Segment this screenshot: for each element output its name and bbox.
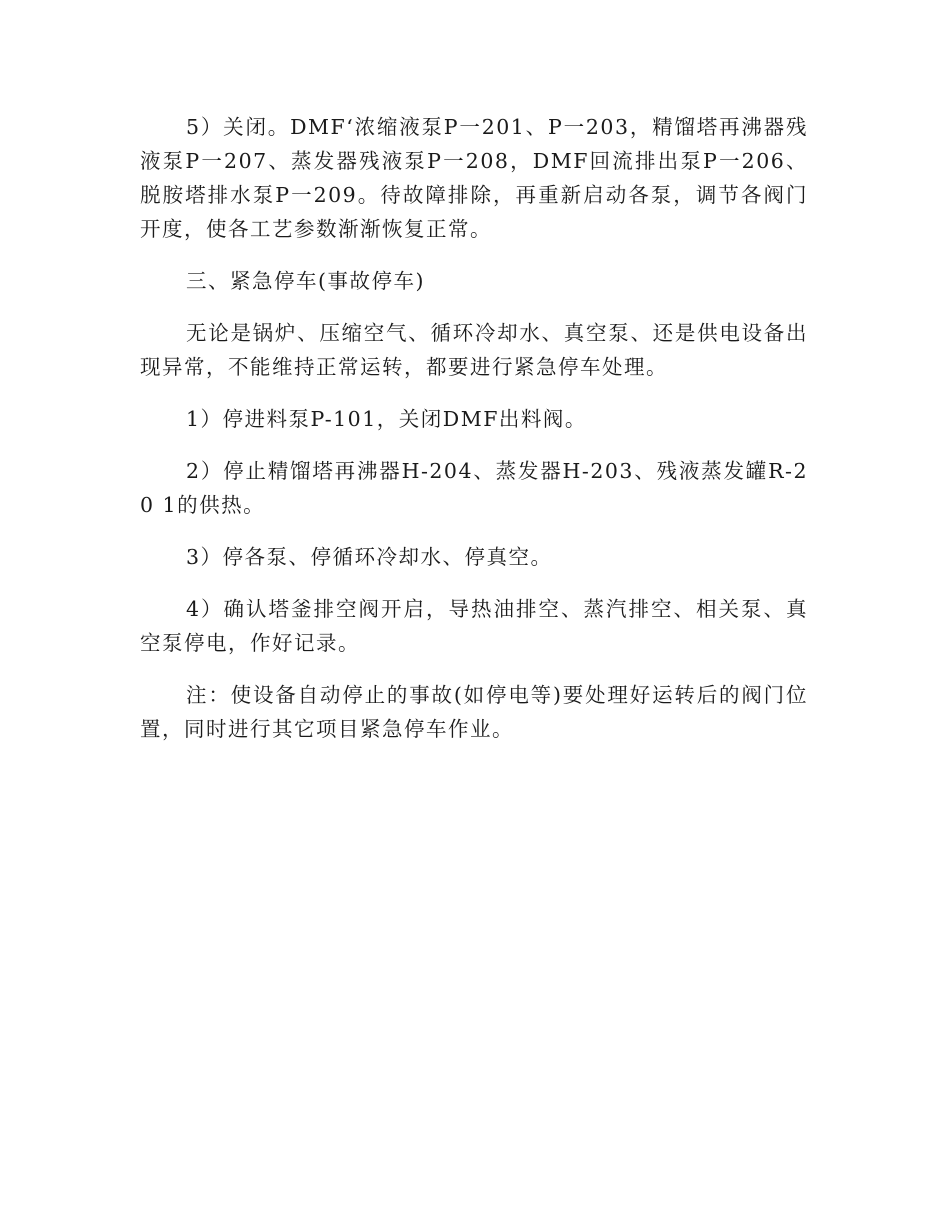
paragraph-emergency-step-2: 2）停止精馏塔再沸器H-204、蒸发器H-203、残液蒸发罐R-20 1的供热。 — [140, 459, 808, 517]
paragraph-emergency-step-1: 1）停进料泵P-101，关闭DMF出料阀。 — [186, 407, 587, 431]
document-page — [140, 110, 808, 764]
paragraph-emergency-intro: 无论是锅炉、压缩空气、循环冷却水、真空泵、还是供电设备出现异常，不能维持正常运转，都要进行紧急停车处理。 — [140, 321, 808, 379]
paragraph-shutdown-step-5: 5）关闭。DMF‘浓缩液泵P一201、P一203，精馏塔再沸器残液泵P一207、蒸发器残液泵P一208，DMF回流排出泵P一206、脱胺塔排水泵P一209。待故障排除，再重新启动各泵，调节各阀门开度，使各工艺参数渐渐恢复正常。 — [140, 115, 808, 241]
paragraph-note: 注：使设备自动停止的事故(如停电等)要处理好运转后的阀门位置，同时进行其它项目紧急停车作业。 — [140, 683, 808, 741]
paragraph-emergency-step-4: 4）确认塔釜排空阀开启，导热油排空、蒸汽排空、相关泵、真空泵停电，作好记录。 — [140, 597, 808, 655]
section-heading-emergency-stop: 三、紧急停车(事故停车) — [186, 269, 425, 293]
paragraph-emergency-step-3: 3）停各泵、停循环冷却水、停真空。 — [186, 545, 553, 569]
